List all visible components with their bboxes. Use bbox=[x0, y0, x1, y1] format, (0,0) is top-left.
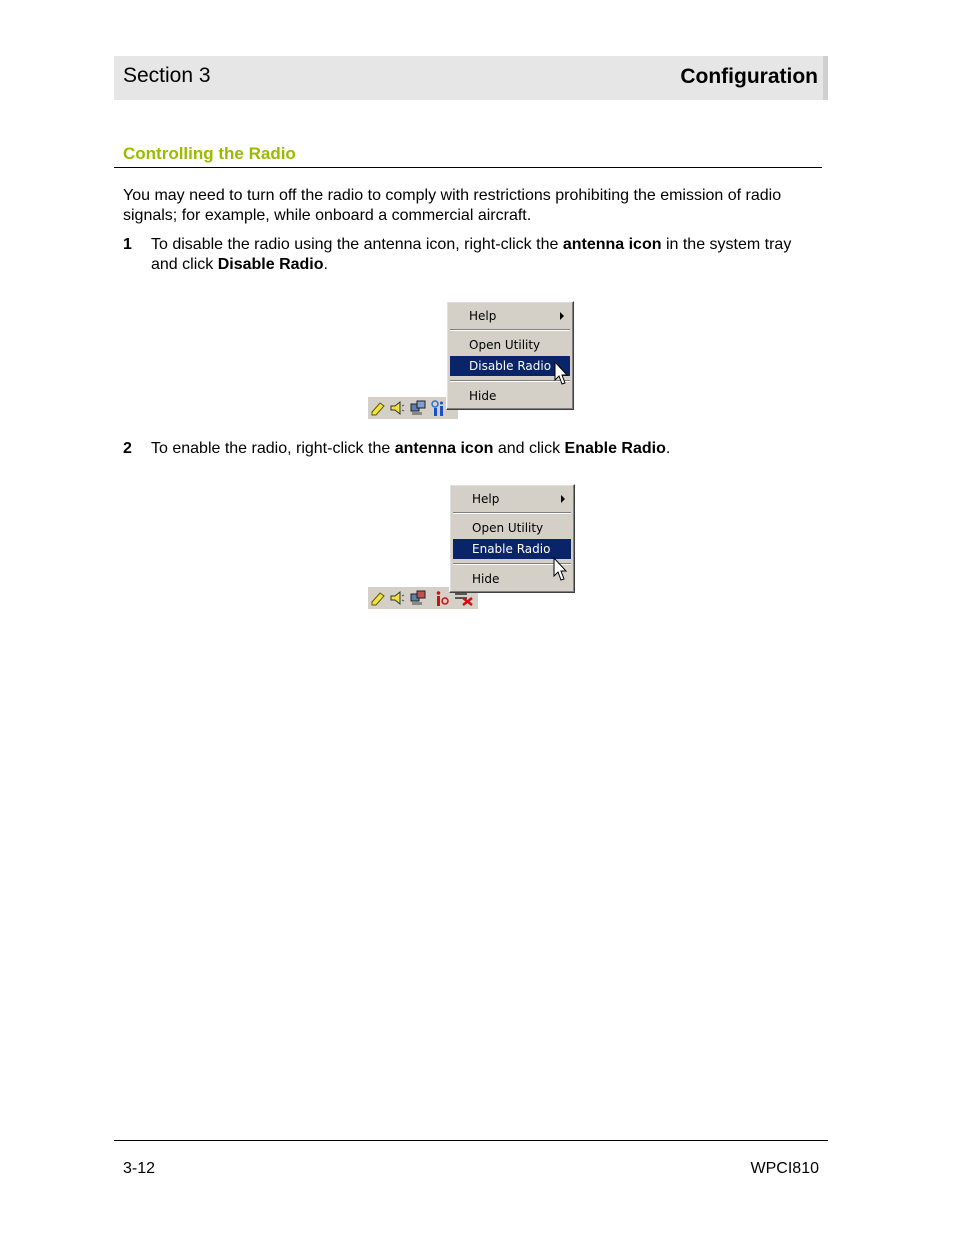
system-tray bbox=[368, 397, 458, 419]
step-bold-term: antenna icon bbox=[562, 236, 662, 253]
menu-item-hide[interactable] bbox=[450, 386, 570, 406]
page-number: 3-12 bbox=[123, 1160, 156, 1177]
submenu-arrow-icon bbox=[561, 495, 565, 503]
menu-separator bbox=[450, 329, 570, 331]
pencil-tray-icon bbox=[370, 400, 386, 416]
menu-separator bbox=[450, 380, 570, 382]
product-model: WPCI810 bbox=[750, 1160, 819, 1177]
step-number: 1 bbox=[123, 236, 132, 253]
step-text-part: in the system tray and click bbox=[151, 236, 792, 273]
menu-item-disable-radio[interactable] bbox=[450, 356, 570, 376]
menu-separator bbox=[453, 512, 571, 514]
menu-item-label: Hide bbox=[472, 572, 500, 586]
cursor-arrow-icon bbox=[553, 557, 569, 583]
step-text-part: . bbox=[323, 255, 328, 273]
header-tick bbox=[823, 56, 828, 100]
menu-item-help[interactable] bbox=[453, 489, 571, 509]
antenna-tray-icon bbox=[430, 400, 446, 416]
step-number: 2 bbox=[123, 440, 132, 457]
speaker-tray-icon bbox=[389, 590, 405, 606]
menu-item-open-utility[interactable] bbox=[450, 335, 570, 355]
menu-item-label: Open Utility bbox=[469, 338, 541, 352]
step-bold-term: Disable Radio bbox=[217, 255, 324, 273]
heading-rule bbox=[114, 167, 822, 168]
menu-item-label: Open Utility bbox=[472, 521, 544, 535]
antenna-disabled-tray-icon bbox=[434, 590, 450, 606]
cursor-arrow-icon bbox=[554, 361, 570, 387]
menu-item-label: Hide bbox=[469, 389, 497, 403]
step-text-part: To enable the radio, right-click the bbox=[151, 440, 395, 457]
menu-item-enable-radio[interactable] bbox=[453, 539, 571, 559]
pencil-tray-icon bbox=[370, 590, 386, 606]
step-bold-term: Enable Radio bbox=[564, 440, 666, 457]
context-menu bbox=[446, 301, 574, 410]
step-text-part: To disable the radio using the antenna icon, right-click the bbox=[151, 236, 563, 253]
menu-item-open-utility[interactable] bbox=[453, 518, 571, 538]
step-text bbox=[151, 439, 821, 459]
section-label: Section 3 bbox=[123, 64, 211, 87]
menu-item-help[interactable] bbox=[450, 306, 570, 326]
menu-item-label: Help bbox=[472, 492, 500, 506]
footer-rule bbox=[114, 1140, 828, 1141]
network-tray-icon bbox=[410, 400, 426, 416]
section-title: Configuration bbox=[680, 65, 818, 88]
step-text bbox=[151, 235, 821, 274]
network-tray-icon bbox=[410, 590, 426, 606]
menu-item-label: Disable Radio bbox=[469, 359, 552, 373]
subsection-heading: Controlling the Radio bbox=[123, 144, 296, 163]
submenu-arrow-icon bbox=[560, 312, 564, 320]
step-bold-term: antenna icon bbox=[394, 440, 494, 457]
menu-item-label: Enable Radio bbox=[472, 542, 551, 556]
menu-item-label: Help bbox=[469, 309, 497, 323]
step-text-part: . bbox=[665, 440, 671, 457]
step-text-part: and click bbox=[493, 440, 565, 457]
speaker-tray-icon bbox=[389, 400, 405, 416]
intro-paragraph: You may need to turn off the radio to comply with restrictions prohibiting the emission of radio signals; for example, while onboard a commercial aircraft. bbox=[123, 187, 782, 224]
